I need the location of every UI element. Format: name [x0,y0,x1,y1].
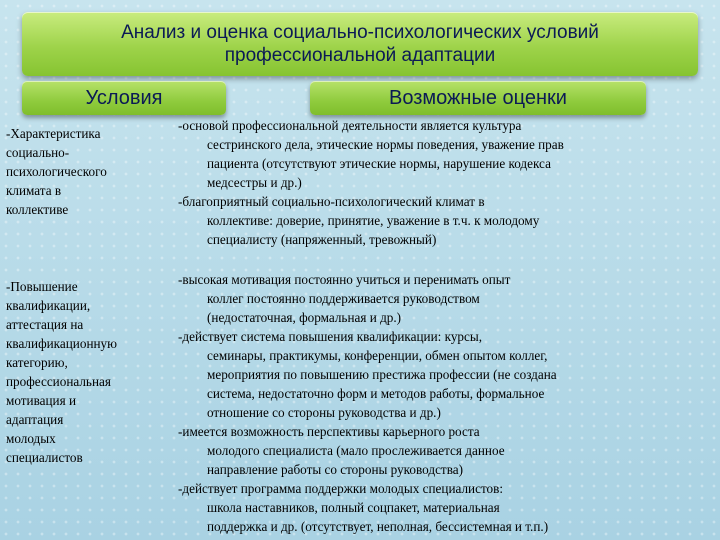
assessment-item [178,270,704,327]
condition-psych-climate [6,124,166,219]
assessment-line: отношение со стороны руководства и др.) [207,405,441,420]
condition-line: специалистов [6,450,83,465]
condition-line: адаптация [6,412,64,427]
condition-line: категорию, [6,355,68,370]
condition-line: квалификации, [6,298,91,313]
assessment-line: направление работы со стороны руководства) [207,462,463,477]
assessment-line: -благоприятный социально-психологический климат в [178,194,485,209]
assessment-item [178,327,704,422]
assessments-qualification [178,270,704,536]
assessment-line: коллективе: доверие, принятие, уважение в т.ч. к молодому [207,213,540,228]
assessment-line: -действует программа поддержки молодых специалистов: [178,481,504,496]
condition-qualification [6,277,164,467]
assessment-line: школа наставников, полный соцпакет, материальная [207,500,500,515]
assessments-header [310,81,646,115]
assessment-line: сестринского дела, этические нормы поведения, уважение прав [207,137,564,152]
assessment-line: мероприятия по повышению престижа профессии (не создана [207,367,557,382]
condition-line: квалификационную [6,336,117,351]
assessment-line: -действует система повышения квалификации: курсы, [178,329,483,344]
assessment-line: пациента (отсутствуют этические нормы, нарушение кодекса [207,156,551,171]
assessment-line: специалисту (напряженный, тревожный) [207,232,437,247]
condition-line: -Характеристика [6,126,101,141]
title-banner [22,12,698,76]
assessment-line: поддержка и др. (отсутствует, неполная, бессистемная и т.п.) [207,519,549,534]
assessment-line: -основой профессиональной деятельности является культура [178,118,522,133]
condition-line: климата в [6,183,62,198]
assessment-line: семинары, практикумы, конференции, обмен опытом коллег, [207,348,548,363]
condition-line: профессиональная [6,374,111,389]
assessment-item [178,116,704,192]
condition-line: мотивация и [6,393,77,408]
conditions-header-label: Условия [85,86,163,109]
conditions-header [22,81,226,115]
assessment-line: -высокая мотивация постоянно учиться и перенимать опыт [178,272,511,287]
condition-line: психологического [6,164,107,179]
condition-line: аттестация на [6,317,84,332]
condition-line: -Повышение [6,279,78,294]
condition-line: молодых [6,431,56,446]
assessment-item [178,479,704,536]
assessments-psych-climate [178,116,704,249]
title-line-2: профессиональной адаптации [224,45,496,66]
assessment-line: (недостаточная, формальная и др.) [207,310,402,325]
assessment-line: -имеется возможность перспективы карьерного роста [178,424,480,439]
title-line-1: Анализ и оценка социально-психологических условий [121,22,599,43]
assessment-item [178,192,704,249]
assessments-header-label: Возможные оценки [389,86,567,109]
assessment-line: молодого специалиста (мало прослеживается данное [207,443,505,458]
condition-line: коллективе [6,202,69,217]
assessment-item [178,422,704,479]
assessment-line: медсестры и др.) [207,175,302,190]
assessment-line: система, недостаточно форм и методов работы, формальное [207,386,545,401]
assessment-line: коллег постоянно поддерживается руководством [207,291,480,306]
condition-line: социально- [6,145,70,160]
